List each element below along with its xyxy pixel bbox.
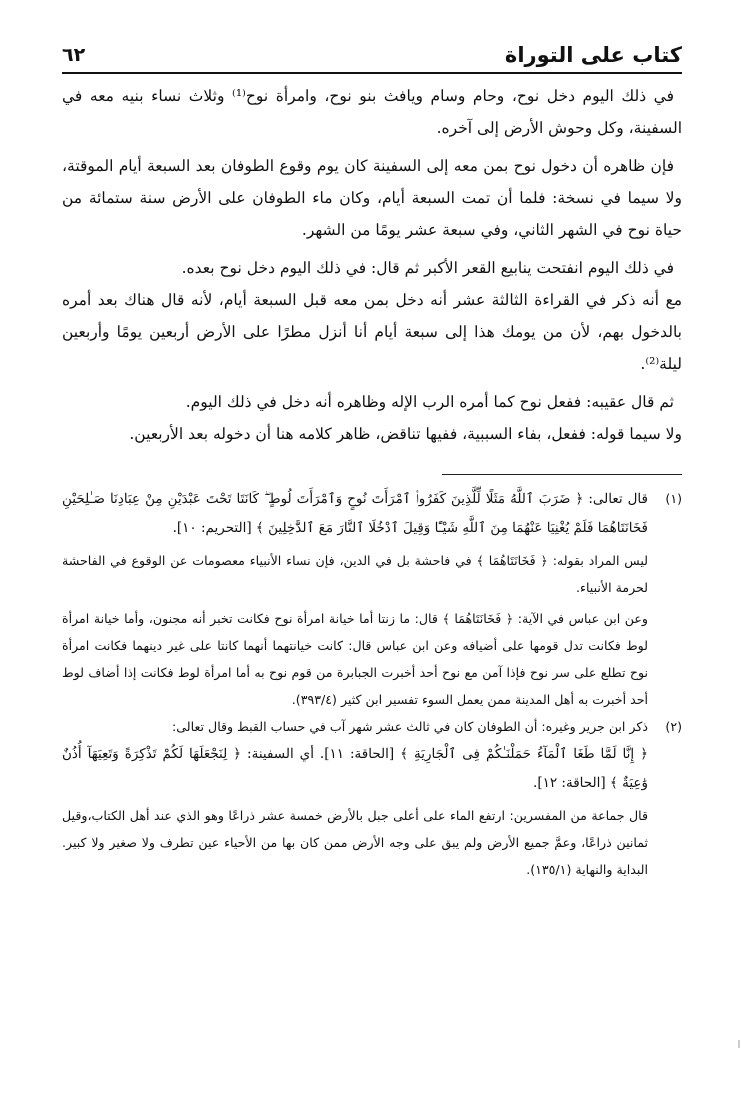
- page-header: [62, 38, 682, 68]
- header-rule: [62, 72, 682, 74]
- footnote-2: [62, 713, 682, 883]
- footnote-paragraph: ذكر ابن جرير وغيره: أن الطوفان كان في ثالث عشر شهر آب في حساب القبط وقال تعالى:: [172, 719, 648, 734]
- footnote-verse: قال تعالى: ﴿ ضَرَبَ ٱللَّهُ مَثَلًا لِّلَّذِينَ كَفَرُوا۟ ٱمْرَأَتَ نُوحٍ وَٱمْرَأَتَ لُوطٍ ۖ كَانَتَا تَحْتَ عَبْدَيْنِ مِنْ عِبَادِنَا صَـٰلِحَيْنِ فَخَانَتَاهُمَا فَلَمْ يُغْنِيَا عَنْهُمَا مِنَ ٱللَّهِ شَيْـًٔا وَقِيلَ ٱدْخُلَا ٱلنَّارَ مَعَ ٱلدَّٰخِلِينَ ﴾ [التحريم: ١٠].: [62, 491, 648, 536]
- footnote-number: (١): [665, 491, 682, 506]
- paragraph: ولا سيما قوله: ففعل، بفاء السببية، ففيها تناقض، ظاهر كلامه هنا أن دخوله بعد الأربعين.: [129, 425, 682, 443]
- margin-mark: [738, 1040, 740, 1048]
- footnote-body: [62, 713, 648, 883]
- main-text: [62, 80, 682, 450]
- footnotes: [62, 485, 682, 883]
- paragraph: في ذلك اليوم دخل نوح، وحام وسام ويافث بنو نوح، وامرأة نوح⁽¹⁾ وثلاث نساء بنيه معه في السفينة، وكل وحوش الأرض إلى آخره.: [62, 87, 682, 137]
- footnote-paragraph: ليس المراد بقوله: ﴿ فَخَانَتَاهُمَا ﴾ في فاحشة بل في الدين، فإن نساء الأنبياء معصومات عن الوقوع في الفاحشة لحرمة الأنبياء.: [62, 553, 648, 595]
- footnote-rule: [442, 474, 682, 475]
- footnote-1: [62, 485, 682, 713]
- paragraph: في ذلك اليوم انفتحت ينابيع القعر الأكبر ثم قال: في ذلك اليوم دخل نوح بعده.: [181, 259, 674, 277]
- footnote-paragraph: قال جماعة من المفسرين: ارتفع الماء على أعلى جبل بالأرض خمسة عشر ذراعًا وهو الذي عند أهل الكتاب،وقيل ثمانين ذراعًا، وعمَّ جميع الأرض ولم يبق على وجه الأرض ممن كان بها من الأحياء عين تطرف ولا صغير ولا كبير. البداية والنهاية (١٣٥/١).: [62, 808, 648, 877]
- paragraph: فإن ظاهره أن دخول نوح بمن معه إلى السفينة كان يوم وقوع الطوفان بعد السبعة أيام الموقتة، ولا سيما في نسخة: فلما أن تمت السبعة أيام، وكان ماء الطوفان على الأرض سنة ستمائة من حياة نوح في الشهر الثاني، وفي سبعة عشر يومًا من الشهر.: [62, 157, 682, 239]
- page-number: ٦٢: [62, 44, 86, 66]
- paragraph: مع أنه ذكر في القراءة الثالثة عشر أنه دخل بمن معه قبل السبعة أيام، لأنه قال هناك بعد أمره بالدخول بهم، لأن من يومك هذا إلى سبعة أيام أنا أنزل مطرًا على الأرض أربعين يومًا وأربعين ليلة⁽²⁾.: [62, 291, 682, 373]
- paragraph: ثم قال عقيبه: ففعل نوح كما أمره الرب الإله وظاهره أنه دخل في ذلك اليوم.: [185, 393, 674, 411]
- footnote-number: (٢): [665, 719, 682, 734]
- running-title: كتاب على التوراة: [504, 43, 682, 67]
- footnote-verse: ﴿ إِنَّا لَمَّا طَغَا ٱلْمَآءُ حَمَلْنَـٰكُمْ فِى ٱلْجَارِيَةِ ﴾ [الحاقة: ١١]. أي السفينة: ﴿ لِنَجْعَلَهَا لَكُمْ تَذْكِرَةً وَتَعِيَهَآ أُذُنٌ وَٰعِيَةٌ ﴾ [الحاقة: ١٢].: [62, 746, 648, 791]
- footnote-paragraph: وعن ابن عباس في الآية: ﴿ فَخَانَتَاهُمَا ﴾ قال: ما زنتا أما خيانة امرأة نوح فكانت تخبر أنه مجنون، وأما خيانة امرأة لوط فكانت تدل قومها على أضيافه وعن ابن عباس قال: كانت خيانتهما أنهما كانتا على غير دينهما فكانت امرأة نوح تطلع على سر نوح فإذا آمن مع نوح أحد أخبرت الجبابرة من قوم نوح به أما امرأة لوط فكانت إذا أضاف لوط أحد أخبرت به أهل المدينة ممن يعمل السوء تفسير ابن كثير (٣٩٣/٤).: [62, 611, 648, 707]
- book-page: [62, 38, 682, 883]
- footnote-body: [62, 485, 648, 713]
